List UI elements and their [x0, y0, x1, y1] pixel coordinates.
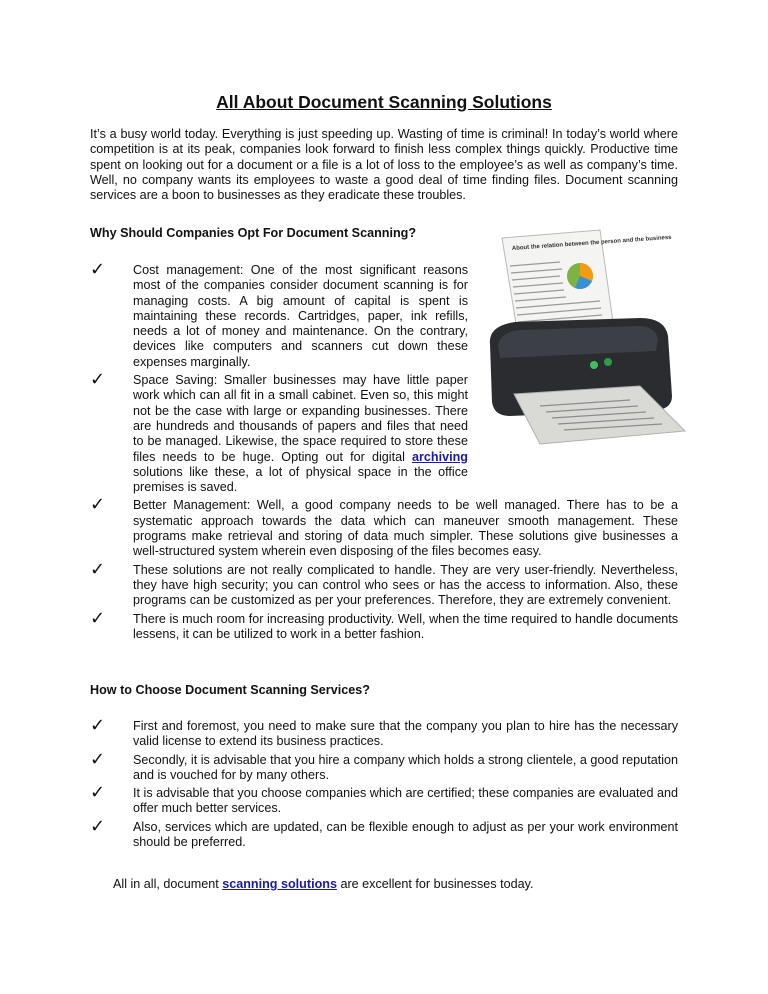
- list-item-text: It is advisable that you choose companies which are certified; these companies are evaluated and offer much better services.: [133, 786, 678, 816]
- checkmark-icon: ✓: [90, 748, 106, 770]
- checkmark-icon: ✓: [90, 782, 106, 804]
- list-item-text: Cost management: One of the most significant reasons most of the companies consider document scanning is for managing costs. A big amount of capital is spent is maintaining these records. Cartridges, paper, ink refills, needs a lot of money and maintenance. On the contrary, devices like computers and scanners cut down these expenses marginally.: [133, 263, 468, 369]
- list-item: [90, 815, 678, 851]
- list-item: [90, 715, 678, 750]
- doc-heading-text: About the relation between the person and the business: [511, 234, 672, 252]
- list-item: [90, 494, 678, 559]
- list-item: [90, 782, 678, 817]
- checkmark-icon: ✓: [90, 607, 106, 629]
- section2-list: [90, 715, 678, 853]
- list-item-text: Secondly, it is advisable that you hire a company which holds a strong clientele, a good reputation and is vouched for by many others.: [133, 752, 678, 782]
- archiving-link[interactable]: archiving: [412, 449, 468, 464]
- list-item: [90, 607, 678, 643]
- list-item: [90, 558, 678, 609]
- document-scanner-image: [480, 226, 690, 451]
- list-item-text: Also, services which are updated, can be flexible enough to adjust as per your work environment should be preferred.: [133, 819, 678, 850]
- list-item-text: Space Saving: Smaller businesses may have little paper work which can all fit in a small cabinet. Even so, this might not be the case with large or expanding businesses. There are hundreds and thousands of papers and files that need to be managed. Likewise, the space required to store these files needs to be huge. Opting out for digital: [133, 373, 468, 464]
- list-item: [90, 748, 678, 784]
- list-item-text-after: solutions like these, a lot of physical space in the office premises is saved.: [133, 464, 468, 495]
- closing-text-after: are excellent for businesses today.: [336, 877, 534, 891]
- checkmark-icon: ✓: [90, 815, 106, 837]
- closing-text: All in all, document: [113, 877, 223, 891]
- section1-heading: Why Should Companies Opt For Document Scanning?: [90, 226, 417, 240]
- checkmark-icon: ✓: [90, 715, 106, 736]
- list-item-text: These solutions are not really complicated to handle. They are very user-friendly. Nevertheless, they have high security; you can control who sees or has the access to information. Also, these programs can be customized as per your preferences. Therefore, they are extremely convenient.: [133, 562, 678, 608]
- document-title: All About Document Scanning Solutions: [216, 92, 552, 112]
- checkmark-icon: ✓: [90, 369, 106, 391]
- checkmark-icon: ✓: [90, 259, 106, 280]
- section2-heading: How to Choose Document Scanning Services?: [90, 683, 370, 697]
- list-item-text: Better Management: Well, a good company needs to be well managed. There has to be a systematic approach towards the data which can maneuver smooth management. These programs make retrieval and storing of data much simpler. These solutions give businesses a well-structured system wherein even disposing of the files becomes easy.: [133, 498, 678, 559]
- intro-paragraph: It’s a busy world today. Everything is just speeding up. Wasting of time is criminal! In today’s world where competition is at its peak, companies look forward to finish less complex things quickly. Productive time spent on looking out for a document or a file is a lot of loss to the employee’s as well as company’s time. Well, no company wants its employees to waste a good deal of time finding files. Document scanning services are a boon to businesses as they eradicate these troubles.: [90, 127, 678, 203]
- checkmark-icon: ✓: [90, 558, 106, 580]
- list-item-text: There is much room for increasing productivity. Well, when the time required to handle documents lessens, it can be utilized to work in a better fashion.: [133, 611, 678, 641]
- scanning-solutions-link[interactable]: scanning solutions: [222, 877, 337, 891]
- list-item-text: First and foremost, you need to make sure that the company you plan to hire has the necessary valid license to extend its business practices.: [133, 719, 678, 749]
- checkmark-icon: ✓: [90, 494, 106, 516]
- closing-paragraph: [113, 877, 533, 892]
